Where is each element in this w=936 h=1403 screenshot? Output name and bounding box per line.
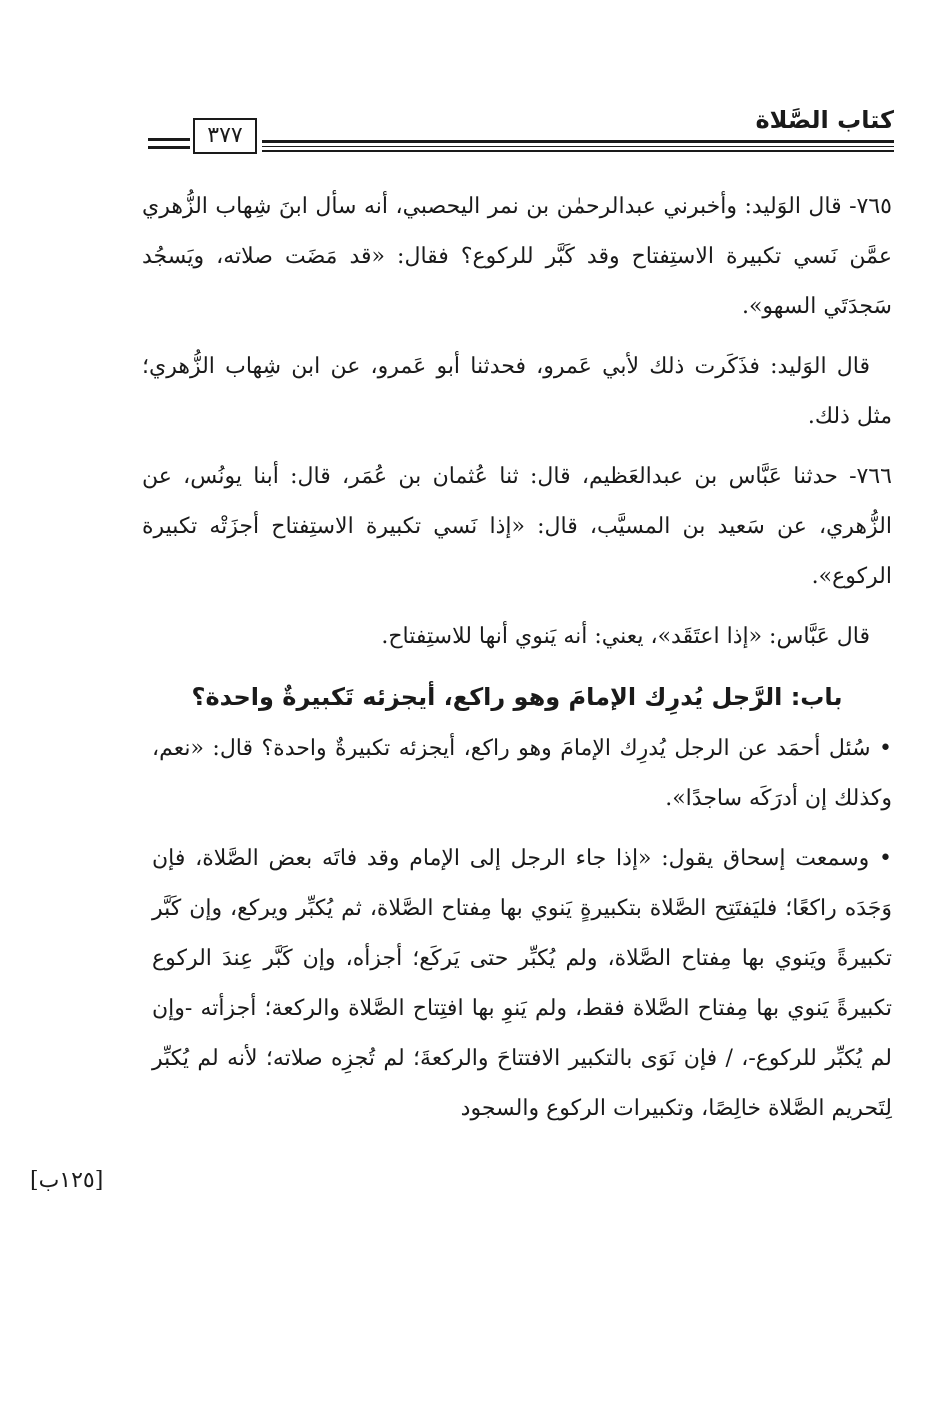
header-rule-right-thick: [262, 140, 894, 143]
header-rule-right-bottom: [262, 150, 894, 152]
hadith-765: ٧٦٥- قال الوَليد: وأخبرني عبدالرحمٰن بن نمر اليحصبي، أنه سأل ابنَ شِهاب الزُّهري عمَّن نَسي تكبيرة الاستِفتاح وقد كَبَّر للركوع؟ فقال: «قد مَضَت صلاته، ويَسجُد سَجدَتَي السهو».: [142, 194, 892, 319]
manuscript-folio-note: [١٢٥ب]: [30, 1168, 104, 1193]
bullet-ahmad: • سُئل أحمَد عن الرجل يُدرِك الإمامَ وهو راكع، أيجزئه تكبيرةٌ واحدة؟ قال: «نعم، وكذلك إن أدرَكَه ساجدًا».: [152, 736, 893, 811]
hadith-766-note: قال عَبَّاس: «إذا اعتَقَد»، يعني: أنه يَنوي أنها للاستِفتاح.: [381, 624, 870, 649]
header-rule-left-top: [148, 138, 190, 141]
chapter-title: باب: الرَّجل يُدرِك الإمامَ وهو راكع، أيجزئه تَكبيرةٌ واحدة؟: [191, 683, 843, 711]
bullet-ishaq: • وسمعت إسحاق يقول: «إذا جاء الرجل إلى الإمام وقد فاتَه بعض الصَّلاة، فإن وَجَدَه راكعًا؛ فليَفتَتِح الصَّلاة بتكبيرةٍ يَنوي بها مِفتاح الصَّلاة، ثم يُكبِّر ويركع، وإن كَبَّر تكبيرةً ويَنوي بها مِفتاح الصَّلاة، ولم يُكبِّر حتى يَركَع؛ أجزأه، وإن كَبَّر عِندَ الركوع تكبيرةً يَنوي بها مِفتاح الصَّلاة فقط، ولم يَنوِ بها افتِتاح الصَّلاة والركعة؛ أجزأته -وإن لم يُكبِّر للركوع-، / فإن نَوَى بالتكبير الافتتاحَ والركعةَ؛ لم تُجزِه صلاته؛ لأنه لم يُكبِّر لِتَحريم الصَّلاة خالِصًا، وتكبيرات الركوع والسجود: [152, 846, 892, 1121]
header-rule-right-thin: [262, 146, 894, 147]
body-text: [142, 182, 892, 1144]
hadith-766: ٧٦٦- حدثنا عَبَّاس بن عبدالعَظيم، قال: ثنا عُثمان بن عُمَر، قال: أبنا يونُس، عن الزُّهري، عن سَعيد بن المسيَّب، قال: «إذا نَسي تكبيرة الاستِفتاح أجزَتْه تكبيرة الركوع».: [142, 464, 892, 589]
page-number: ٣٧٧: [193, 118, 257, 154]
hadith-765-note: قال الوَليد: فذَكَرت ذلك لأبي عَمرو، فحدثنا أبو عَمرو، عن ابن شِهاب الزُّهري؛ مثل ذلك.: [142, 354, 892, 429]
running-header-title: كتاب الصَّلاة: [755, 106, 894, 134]
header-rule-left-bottom: [148, 146, 190, 149]
